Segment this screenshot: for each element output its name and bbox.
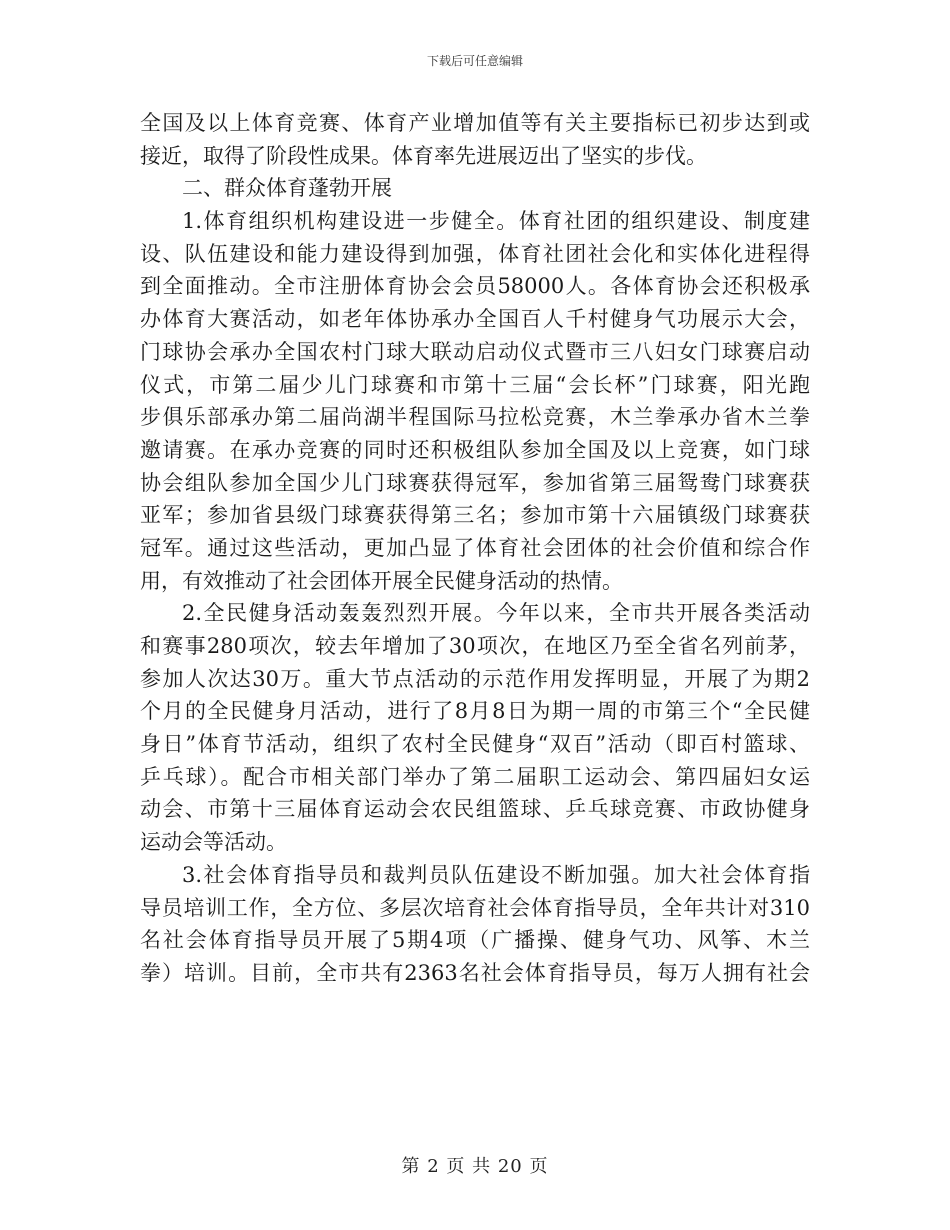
text-line: 2.全民健身活动轰轰烈烈开展。今年以来，全市共开展各类活动 bbox=[182, 601, 810, 626]
section-heading: 二、群众体育蓬勃开展 bbox=[182, 176, 392, 201]
text-line: 身日”体育节活动，组织了农村全民健身“双百”活动（即百村篮球、 bbox=[140, 732, 810, 757]
text-line: 个月的全民健身月活动，进行了8月8日为期一周的市第三个“全民健 bbox=[140, 699, 810, 724]
text-line: 协会组队参加全国少儿门球赛获得冠军，参加省第三届鸳鸯门球赛获 bbox=[140, 470, 810, 495]
text-line: 冠军。通过这些活动，更加凸显了体育社会团体的社会价值和综合作 bbox=[140, 535, 810, 560]
text-line: 接近，取得了阶段性成果。体育率先进展迈出了坚实的步伐。 bbox=[140, 143, 707, 168]
text-line: 和赛事280项次，较去年增加了30项次，在地区乃至全省名列前茅， bbox=[140, 634, 810, 658]
page-number-footer: 第 2 页 共 20 页 bbox=[401, 1156, 549, 1177]
page-header-note: 下载后可任意编辑 bbox=[426, 54, 523, 68]
text-line: 乒乓球）。配合市相关部门举办了第二届职工运动会、第四届妇女运 bbox=[140, 764, 810, 789]
text-line: 参加人次达30万。重大节点活动的示范作用发挥明显，开展了为期2 bbox=[140, 666, 810, 691]
document-body bbox=[140, 107, 810, 990]
text-line: 名社会体育指导员开展了5期4项（广播操、健身气功、风筝、木兰 bbox=[140, 928, 810, 953]
text-line: 办体育大赛活动，如老年体协承办全国百人千村健身气功展示大会， bbox=[140, 307, 810, 332]
text-line: 用，有效推动了社会团体开展全民健身活动的热情。 bbox=[140, 568, 623, 593]
text-line: 3.社会体育指导员和裁判员队伍建设不断加强。加大社会体育指 bbox=[182, 862, 810, 887]
text-line: 导员培训工作，全方位、多层次培育社会体育指导员，全年共计对310 bbox=[140, 895, 810, 920]
text-line: 拳）培训。目前，全市共有2363名社会体育指导员，每万人拥有社会 bbox=[140, 960, 810, 985]
text-line: 步俱乐部承办第二届尚湖半程国际马拉松竞赛，木兰拳承办省木兰拳 bbox=[140, 405, 810, 430]
text-line: 运动会等活动。 bbox=[140, 830, 287, 855]
text-line: 亚军；参加省县级门球赛获得第三名；参加市第十六届镇级门球赛获 bbox=[140, 503, 810, 528]
text-line: 到全面推动。全市注册体育协会会员58000人。各体育协会还积极承 bbox=[140, 274, 810, 299]
text-line: 仪式，市第二届少儿门球赛和市第十三届“会长杯”门球赛，阳光跑 bbox=[140, 372, 810, 397]
text-line: 全国及以上体育竞赛、体育产业增加值等有关主要指标已初步达到或 bbox=[140, 111, 810, 135]
text-line: 门球协会承办全国农村门球大联动启动仪式暨市三八妇女门球赛启动 bbox=[140, 339, 810, 364]
text-line: 动会、市第十三届体育运动会农民组篮球、乒乓球竞赛、市政协健身 bbox=[140, 797, 810, 822]
text-line: 邀请赛。在承办竞赛的同时还积极组队参加全国及以上竞赛，如门球 bbox=[140, 437, 810, 462]
text-line: 设、队伍建设和能力建设得到加强，体育社团社会化和实体化进程得 bbox=[140, 241, 810, 266]
text-line: 1.体育组织机构建设进一步健全。体育社团的组织建设、制度建 bbox=[182, 209, 810, 234]
